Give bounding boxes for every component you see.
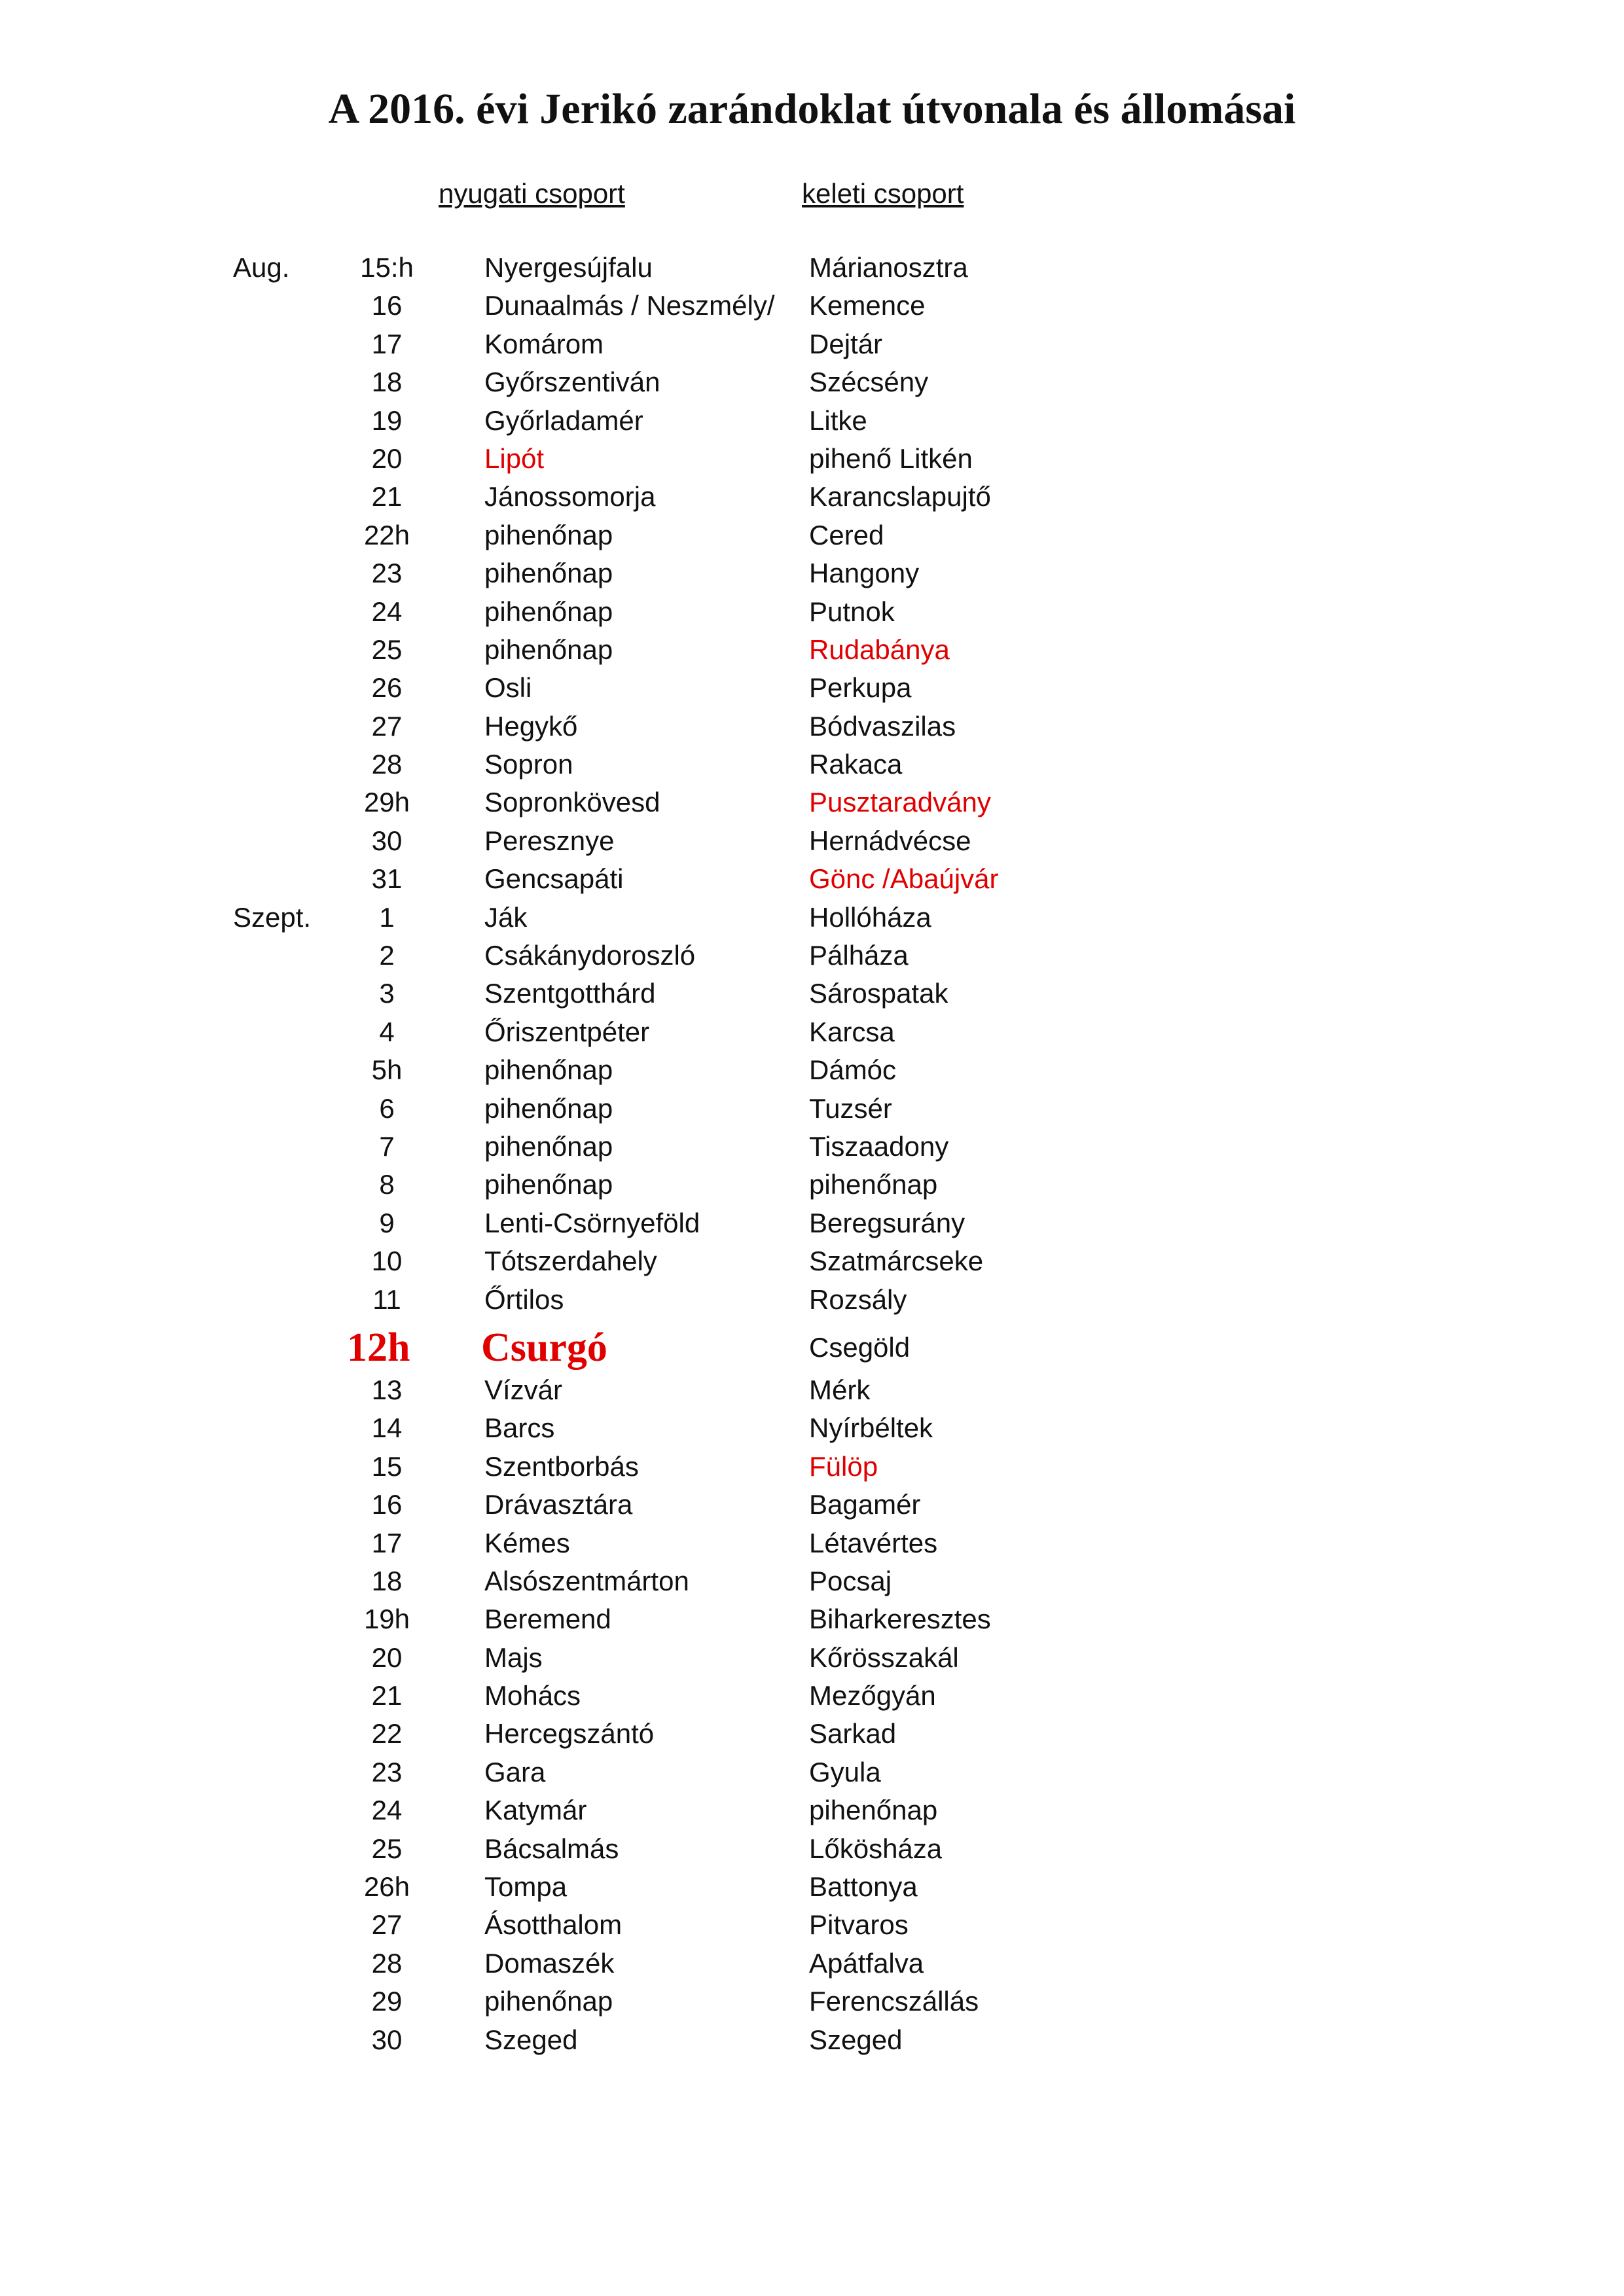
header-west-group: nyugati csoport [439, 178, 625, 209]
east-station-cell: Ferencszállás [809, 1986, 979, 2017]
day-cell: 21 [371, 481, 403, 512]
day-cell: 24 [371, 1795, 403, 1826]
west-station-cell: pihenőnap [484, 1092, 613, 1124]
day-cell: 23 [371, 1756, 403, 1787]
west-station-cell: Őriszentpéter [484, 1016, 650, 1047]
day-cell: 28 [371, 1947, 403, 1979]
east-station-cell: Pocsaj [809, 1565, 892, 1596]
schedule-row [0, 1600, 1624, 1638]
day-cell: 31 [371, 863, 403, 895]
west-station-cell: Őrtilos [484, 1283, 564, 1315]
east-station-cell: Pusztaradvány [809, 787, 991, 818]
east-station-cell: Perkupa [809, 672, 912, 704]
east-station-cell: Dámóc [809, 1054, 897, 1086]
schedule-row [0, 1409, 1624, 1447]
schedule-row [0, 554, 1624, 592]
schedule-row [0, 1830, 1624, 1868]
west-station-cell: Peresznye [484, 825, 615, 856]
west-station-cell: pihenőnap [484, 634, 613, 665]
east-station-cell: Battonya [809, 1871, 918, 1903]
west-station-cell: Hegykő [484, 710, 578, 742]
west-station-cell: Komárom [484, 328, 604, 359]
east-station-cell: Lőkösháza [809, 1833, 943, 1864]
day-cell: 4 [379, 1016, 395, 1047]
schedule-row [0, 1281, 1624, 1319]
schedule-row [0, 1166, 1624, 1204]
east-station-cell: Tuzsér [809, 1092, 892, 1124]
east-station-cell: Bagamér [809, 1489, 921, 1520]
schedule-row [0, 975, 1624, 1013]
schedule-row [0, 1051, 1624, 1089]
east-station-cell: Létavértes [809, 1527, 938, 1558]
schedule-row [0, 287, 1624, 325]
west-station-cell: Majs [484, 1641, 543, 1673]
west-station-cell: Beremend [484, 1604, 611, 1635]
day-cell: 23 [371, 558, 403, 589]
west-station-cell: Osli [484, 672, 532, 704]
schedule-row [0, 899, 1624, 937]
east-station-cell: Putnok [809, 596, 895, 627]
schedule-row [0, 708, 1624, 745]
west-station-cell: Dunaalmás / Neszmély/ [484, 290, 775, 321]
day-cell: 1 [379, 901, 395, 933]
schedule-row [0, 516, 1624, 554]
schedule-row [0, 937, 1624, 975]
schedule-row [0, 1448, 1624, 1486]
schedule-row [0, 1090, 1624, 1128]
day-cell: 12h [347, 1325, 410, 1370]
day-cell: 25 [371, 1833, 403, 1864]
west-station-cell: Sopronkövesd [484, 787, 660, 818]
day-cell: 8 [379, 1169, 395, 1200]
day-cell: 27 [371, 1909, 403, 1941]
schedule-row [0, 1868, 1624, 1906]
day-cell: 16 [371, 290, 403, 321]
west-station-cell: pihenőnap [484, 1054, 613, 1086]
west-station-cell: pihenőnap [484, 1169, 613, 1200]
schedule-row [0, 325, 1624, 363]
east-station-cell: Litke [809, 404, 867, 436]
schedule-row [0, 1524, 1624, 1562]
day-cell: 22h [363, 519, 410, 550]
schedule-row [0, 860, 1624, 898]
schedule-row [0, 1677, 1624, 1715]
west-station-cell: Barcs [484, 1412, 555, 1444]
day-cell: 20 [371, 1641, 403, 1673]
day-cell: 13 [371, 1374, 403, 1405]
schedule-row [0, 593, 1624, 631]
west-station-cell: Lipót [484, 442, 545, 474]
west-station-cell: pihenőnap [484, 596, 613, 627]
day-cell: 19h [363, 1604, 410, 1635]
east-station-cell: Rakaca [809, 749, 903, 780]
east-station-cell: Szatmárcseke [809, 1246, 984, 1277]
day-cell: 30 [371, 2024, 403, 2055]
day-cell: 5h [371, 1054, 403, 1086]
west-station-cell: Alsószentmárton [484, 1565, 689, 1596]
west-station-cell: pihenőnap [484, 519, 613, 550]
east-station-cell: Kőrösszakál [809, 1641, 959, 1673]
day-cell: 20 [371, 442, 403, 474]
day-cell: 9 [379, 1207, 395, 1238]
schedule-row [0, 1906, 1624, 1944]
day-cell: 21 [371, 1680, 403, 1712]
east-station-cell: Karancslapujtő [809, 481, 991, 512]
schedule-row [0, 1791, 1624, 1829]
west-station-cell: Ásotthalom [484, 1909, 623, 1941]
east-station-cell: Szeged [809, 2024, 903, 2055]
east-station-cell: Szécsény [809, 367, 929, 398]
west-station-cell: Győrszentiván [484, 367, 660, 398]
west-station-cell: Tompa [484, 1871, 568, 1903]
schedule-row [0, 1562, 1624, 1600]
schedule-row [0, 1371, 1624, 1409]
schedule-row [0, 478, 1624, 516]
west-station-cell: Sopron [484, 749, 573, 780]
west-station-cell: Csurgó [481, 1325, 607, 1370]
east-station-cell: Pálháza [809, 940, 909, 971]
day-cell: 18 [371, 1565, 403, 1596]
day-cell: 19 [371, 404, 403, 436]
schedule-row [0, 1128, 1624, 1166]
schedule-row [0, 1715, 1624, 1753]
schedule-row [0, 249, 1624, 287]
month-cell: Szept. [233, 901, 312, 933]
schedule-row [0, 745, 1624, 783]
west-station-cell: Gara [484, 1756, 546, 1787]
west-station-cell: Katymár [484, 1795, 587, 1826]
header-east-group: keleti csoport [802, 178, 964, 209]
east-station-cell: Bódvaszilas [809, 710, 956, 742]
west-station-cell: Hercegszántó [484, 1718, 655, 1749]
day-cell: 7 [379, 1130, 395, 1162]
west-station-cell: Lenti-Csörnyeföld [484, 1207, 700, 1238]
schedule-row [0, 783, 1624, 821]
page-title: A 2016. évi Jerikó zarándoklat útvonala és állomásai [328, 85, 1296, 133]
west-station-cell: pihenőnap [484, 558, 613, 589]
east-station-cell: Sarkad [809, 1718, 897, 1749]
schedule-row [0, 1204, 1624, 1242]
day-cell: 27 [371, 710, 403, 742]
day-cell: 15:h [360, 252, 414, 283]
west-station-cell: Vízvár [484, 1374, 563, 1405]
east-station-cell: Karcsa [809, 1016, 895, 1047]
east-station-cell: Rudabánya [809, 634, 950, 665]
west-station-cell: Jánossomorja [484, 481, 656, 512]
east-station-cell: Rozsály [809, 1283, 907, 1315]
west-station-cell: Tótszerdahely [484, 1246, 657, 1277]
schedule-row [0, 1242, 1624, 1280]
schedule-row [0, 363, 1624, 401]
west-station-cell: Nyergesújfalu [484, 252, 653, 283]
day-cell: 17 [371, 328, 403, 359]
day-cell: 29 [371, 1986, 403, 2017]
east-station-cell: pihenő Litkén [809, 442, 973, 474]
east-station-cell: Gyula [809, 1756, 881, 1787]
east-station-cell: Nyírbéltek [809, 1412, 933, 1444]
schedule-row [0, 1013, 1624, 1051]
east-station-cell: Dejtár [809, 328, 883, 359]
schedule-row [0, 1639, 1624, 1677]
east-station-cell: Beregsurány [809, 1207, 965, 1238]
day-cell: 2 [379, 940, 395, 971]
schedule-row [0, 440, 1624, 478]
west-station-cell: Győrladamér [484, 404, 643, 436]
west-station-cell: Gencsapáti [484, 863, 624, 895]
west-station-cell: pihenőnap [484, 1130, 613, 1162]
day-cell: 10 [371, 1246, 403, 1277]
day-cell: 29h [363, 787, 410, 818]
month-cell: Aug. [233, 252, 290, 283]
east-station-cell: Mérk [809, 1374, 871, 1405]
west-station-cell: Ják [484, 901, 528, 933]
day-cell: 17 [371, 1527, 403, 1558]
day-cell: 18 [371, 367, 403, 398]
west-station-cell: Csákánydoroszló [484, 940, 696, 971]
day-cell: 26h [363, 1871, 410, 1903]
west-station-cell: Kémes [484, 1527, 570, 1558]
east-station-cell: Hangony [809, 558, 920, 589]
schedule-row [0, 1753, 1624, 1791]
west-station-cell: Drávasztára [484, 1489, 633, 1520]
day-cell: 24 [371, 596, 403, 627]
day-cell: 11 [372, 1283, 401, 1315]
schedule-row [0, 1945, 1624, 1982]
east-station-cell: Cered [809, 519, 884, 550]
east-station-cell: Sárospatak [809, 978, 948, 1009]
west-station-cell: Domaszék [484, 1947, 615, 1979]
day-cell: 22 [371, 1718, 403, 1749]
east-station-cell: Pitvaros [809, 1909, 909, 1941]
schedule-row [0, 2021, 1624, 2059]
east-station-cell: Biharkeresztes [809, 1604, 991, 1635]
east-station-cell: Márianosztra [809, 252, 968, 283]
east-station-cell: pihenőnap [809, 1169, 938, 1200]
schedule-row [0, 631, 1624, 669]
west-station-cell: Szeged [484, 2024, 578, 2055]
day-cell: 28 [371, 749, 403, 780]
schedule-row [0, 1982, 1624, 2020]
day-cell: 15 [371, 1450, 403, 1482]
day-cell: 3 [379, 978, 395, 1009]
west-station-cell: Mohács [484, 1680, 581, 1712]
day-cell: 26 [371, 672, 403, 704]
east-station-cell: Gönc /Abaújvár [809, 863, 999, 895]
day-cell: 6 [379, 1092, 395, 1124]
east-station-cell: Hollóháza [809, 901, 931, 933]
schedule-row [0, 1319, 1624, 1371]
east-station-cell: Hernádvécse [809, 825, 971, 856]
schedule-table [0, 249, 1624, 2059]
west-station-cell: pihenőnap [484, 1986, 613, 2017]
schedule-row [0, 1486, 1624, 1524]
east-station-cell: Fülöp [809, 1450, 878, 1482]
west-station-cell: Bácsalmás [484, 1833, 619, 1864]
schedule-row [0, 402, 1624, 440]
day-cell: 30 [371, 825, 403, 856]
east-station-cell: Csegöld [809, 1331, 911, 1363]
schedule-row [0, 822, 1624, 860]
west-station-cell: Szentborbás [484, 1450, 639, 1482]
east-station-cell: Kemence [809, 290, 926, 321]
east-station-cell: pihenőnap [809, 1795, 938, 1826]
east-station-cell: Apátfalva [809, 1947, 924, 1979]
day-cell: 25 [371, 634, 403, 665]
west-station-cell: Szentgotthárd [484, 978, 656, 1009]
east-station-cell: Tiszaadony [809, 1130, 949, 1162]
schedule-row [0, 669, 1624, 707]
day-cell: 16 [371, 1489, 403, 1520]
day-cell: 14 [371, 1412, 403, 1444]
east-station-cell: Mezőgyán [809, 1680, 936, 1712]
